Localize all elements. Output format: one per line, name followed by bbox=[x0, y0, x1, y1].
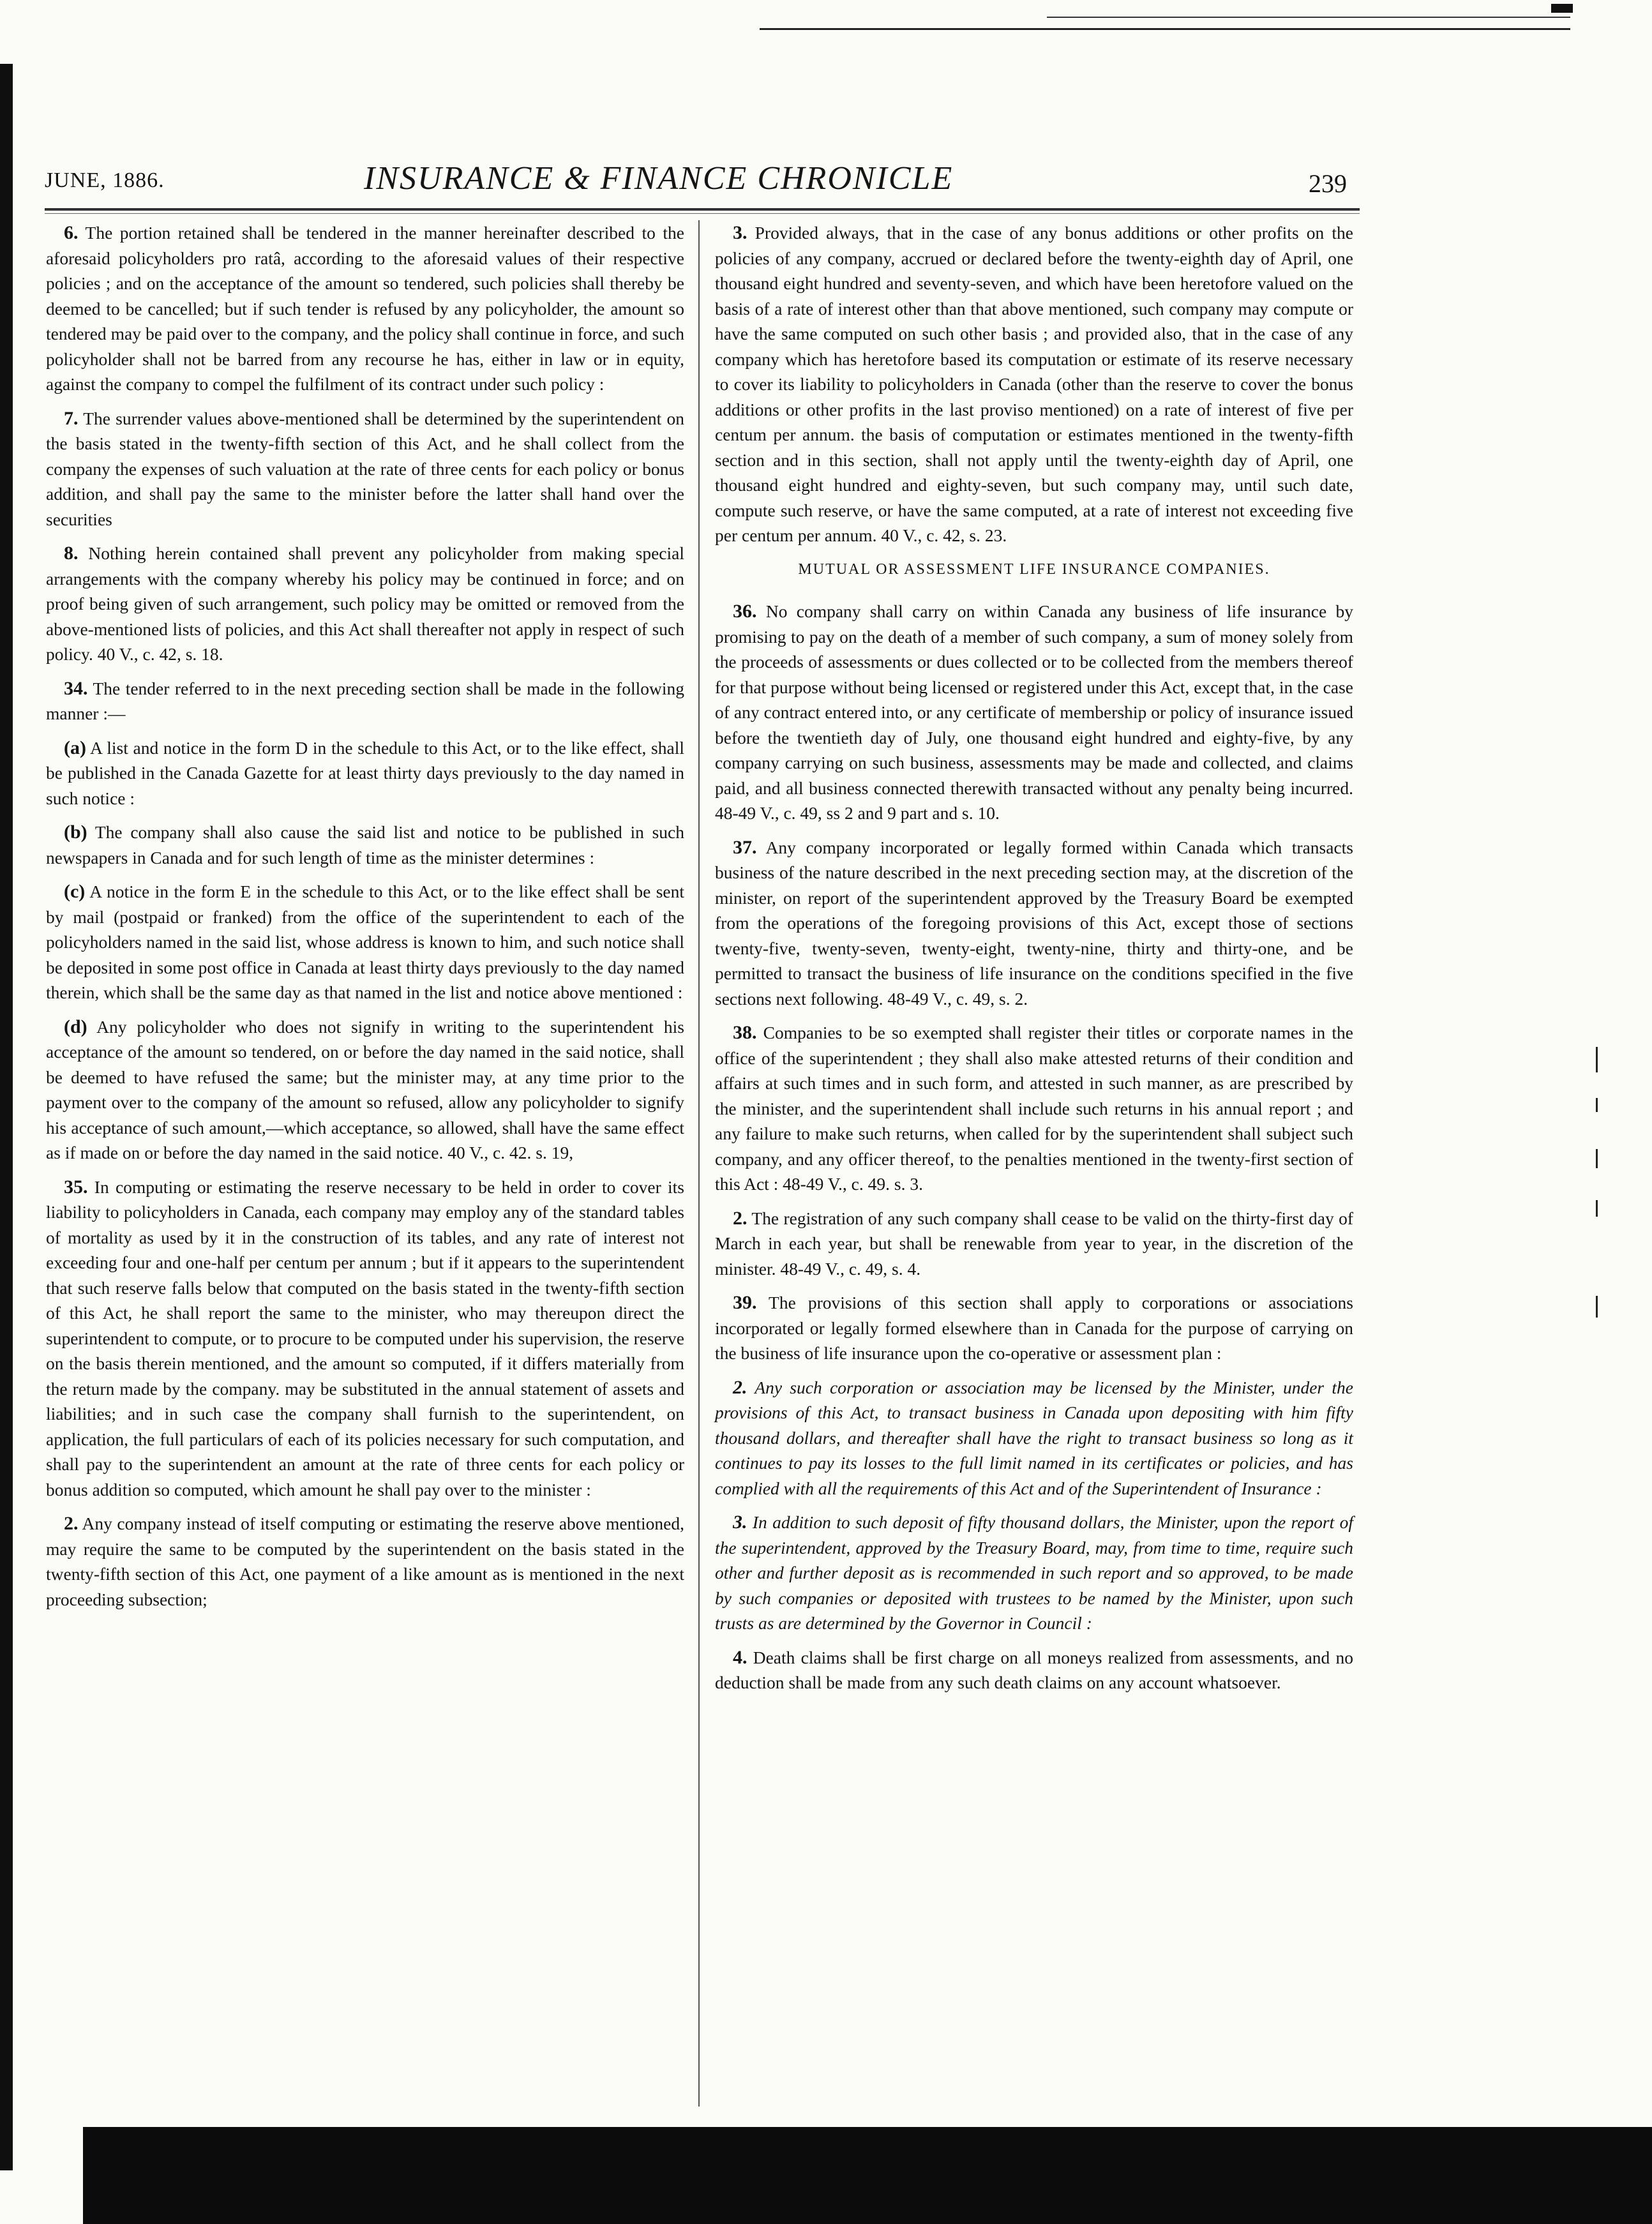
right-column bbox=[715, 220, 1353, 1704]
section-number: (c) bbox=[64, 881, 86, 902]
column-divider bbox=[698, 220, 700, 2107]
section-text: Nothing herein contained shall prevent any policyholder from making special arrangements with the company whereby his policy may be continued in force; and on proof being given of such arrangement, such policy may be omitted or removed from the above-mentioned lists of policies, and this Act shall thereafter not apply in respect of such policy. 40 V., c. 42, s. 18. bbox=[46, 543, 685, 664]
section-paragraph bbox=[715, 599, 1353, 826]
scan-left-edge bbox=[0, 64, 13, 2170]
section-text: Death claims shall be first charge on all moneys realized from assessments, and no deduction shall be made from any such death claims on any account whatsoever. bbox=[715, 1647, 1354, 1692]
publication-title: INSURANCE & FINANCE CHRONICLE bbox=[364, 160, 954, 197]
page-number: 239 bbox=[1309, 169, 1347, 198]
section-paragraph bbox=[715, 1375, 1353, 1501]
section-paragraph bbox=[46, 406, 684, 532]
section-text: Provided always, that in the case of any bonus additions or other profits on the policies of any company, accrued or declared before the twenty-eighth day of April, one thousand eight hundred and seventy-seven, and which have been heretofore valued on the basis of a rate of interest other than that above mentioned, such company may compute or have the same computed on such other basis ; and provided also, that in the case of any company which has heretofore based its computation or estimate of its reserve necessary to cover its liability to policyholders in Canada (other than the reserve to cover the bonus additions or other profits in the last proviso mentioned) on a rate of interest of five per centum per annum. the basis of computation or estimates mentioned in the twenty-fifth section and in this section, shall not apply until the twenty-eighth day of April, one thousand eight hundred and eighty-seven, but such company may, until such date, compute such reserve, or have the same computed, at a rate of interest not exceeding five per centum per annum. 40 V., c. 42, s. 23. bbox=[715, 223, 1354, 545]
section-text: Any company incorporated or legally formed within Canada which transacts business of the nature described in the next preceding section may, at the discretion of the minister, on report of the superintendent approved by the Treasury Board be exempted from the operations of the foregoing provisions of this Act, except those of sections twenty-five, twenty-seven, twenty-eight, twenty-nine, thirty and thirty-one, and be permitted to transact the business of life insurance on the conditions specified in the five sections next following. 48-49 V., c. 49, s. 2. bbox=[715, 837, 1354, 1009]
issue-date: JUNE, 1886. bbox=[45, 169, 165, 192]
section-text: The portion retained shall be tendered in the manner hereinafter described to the aforesaid policyholders pro ratâ, according to the aforesaid values of their respective policies ; and on the acceptance of the amount so tendered, such policies shall thereby be deemed to be cancelled; but if such tender is refused by any policyholder, the amount so tendered may be paid over to the company, and the policy shall continue in force, and such policyholder shall not be barred from any recourse he has, either in law or in equity, against the company to compel the fulfilment of its contract under such policy : bbox=[46, 223, 684, 394]
section-paragraph bbox=[715, 220, 1353, 548]
section-text: Any such corporation or association may be licensed by the Minister, under the provisions of this Act, to transact business in Canada upon depositing with him fifty thousand dollars, and thereafter shall have the right to transact business so long as it continues to pay its losses to the full limit named in its certificates or policies, and has complied with all the requirements of this Act and of the Superintendent of Insurance : bbox=[715, 1377, 1353, 1498]
section-text: The surrender values above-mentioned shall be determined by the superintendent on the basis stated in the twenty-fifth section of this Act, and he shall collect from the company the expenses of such valuation at the rate of three cents for each policy or bonus addition, and shall pay the same to the minister before the latter shall hand over the securities bbox=[46, 408, 684, 529]
margin-mark bbox=[1596, 1296, 1598, 1318]
section-text: The registration of any such company shall cease to be valid on the thirty-first day of March in each year, but shall be renewable from year to year, in the discretion of the minister. 48-49 V., c. 49, s. 4. bbox=[715, 1208, 1353, 1279]
scan-bottom-edge bbox=[83, 2127, 1652, 2224]
section-number: 37. bbox=[733, 836, 757, 858]
section-paragraph bbox=[46, 676, 684, 726]
section-text: A notice in the form E in the schedule to this Act, or to the like effect shall be sent by mail (postpaid or franked) from the office of the superintendent to each of the policyholders named in the said list, whose address is known to him, and such notice shall be deposited in some post office in Canada at least thirty days previously to the day named therein, which shall be the same day as that named in the list and notice above mentioned : bbox=[46, 882, 684, 1002]
section-number: 4. bbox=[733, 1646, 747, 1668]
section-text: Companies to be so exempted shall register their titles or corporate names in the office of the superintendent ; they shall also make attested returns of their condition and affairs at such times and in such form, and attested in such manner, as are prescribed by the minister, and the superintendent shall include such returns in his annual report ; and any failure to make such returns, when called for by the superintendent shall subject such company, and any officer thereof, to the penalties mentioned in the twenty-first section of this Act : 48-49 V., c. 49. s. 3. bbox=[715, 1023, 1354, 1194]
section-heading: MUTUAL OR ASSESSMENT LIFE INSURANCE COMPANIES. bbox=[798, 560, 1270, 578]
section-text: Any policyholder who does not signify in writing to the superintendent his acceptance of the amount so tendered, on or before the day named in the said notice, shall be deemed to have refused the same; but the minister may, at any time prior to the payment over to the company of the amount so refused, allow any policyholder to signify his acceptance of such amount,—which acceptance, so allowed, shall have the same effect as if made on or before the day named in the said notice. 40 V., c. 42. s. 19, bbox=[46, 1016, 684, 1162]
section-number: 36. bbox=[733, 601, 757, 622]
section-number: 6. bbox=[64, 222, 79, 243]
header-rule bbox=[45, 208, 1360, 211]
section-number: (a) bbox=[64, 737, 86, 758]
section-text: The provisions of this section shall apply to corporations or associations incorporated or legally formed elsewhere than in Canada for the purpose of carrying on the business of life insurance upon the co-operative or assessment plan : bbox=[715, 1293, 1353, 1363]
section-paragraph bbox=[46, 879, 684, 1005]
margin-mark bbox=[1596, 1149, 1598, 1168]
section-text: The company shall also cause the said list and notice to be published in such newspapers in Canada and for such length of time as the minister determines : bbox=[46, 822, 684, 868]
section-text: In computing or estimating the reserve necessary to be held in order to cover its liability to policyholders in Canada, each company may employ any of the standard tables of mortality as used by it in the construction of its tables, and any rate of interest not exceeding four and one-half per centum per annum ; but if it appears to the superintendent that such reserve falls below that computed on the basis stated in the twenty-fifth section of this Act, he shall report the same to the minister, who may thereupon direct the superintendent to compute, or to procure to be computed under his supervision, the reserve on the basis therein mentioned, and the amount so computed, if it differs materially from the return made by the company. may be substituted in the annual statement of assets and liabilities; and in such case the company shall furnish to the superintendent, on application, the full particulars of each of its policies necessary for such computation, and shall pay to the superintendent an amount at the rate of three cents for each policy or bonus addition so computed, which amount he shall pay over to the minister : bbox=[46, 1176, 685, 1499]
section-number: 35. bbox=[64, 1176, 88, 1198]
margin-mark bbox=[1596, 1200, 1598, 1217]
section-text: The tender referred to in the next preceding section shall be made in the following manner :— bbox=[46, 678, 684, 723]
section-paragraph bbox=[46, 735, 684, 811]
left-column bbox=[46, 220, 684, 1621]
section-paragraph bbox=[46, 1014, 684, 1166]
section-number: 3. bbox=[733, 1512, 747, 1533]
top-edge-rule bbox=[760, 28, 1570, 30]
margin-mark bbox=[1596, 1047, 1598, 1072]
section-number: 38. bbox=[733, 1022, 757, 1043]
section-paragraph bbox=[46, 1175, 684, 1503]
page-header bbox=[45, 160, 1360, 204]
top-edge-rule bbox=[1047, 17, 1570, 18]
top-edge-mark bbox=[1551, 4, 1573, 13]
section-paragraph bbox=[715, 1206, 1353, 1282]
section-paragraph bbox=[715, 1020, 1353, 1197]
section-paragraph bbox=[715, 1510, 1353, 1636]
section-text: In addition to such deposit of fifty thousand dollars, the Minister, upon the report of the superintendent, approved by the Treasury Board, may, from time to time, require such other and further deposit as is recommended in such report and so approved, to be made by such companies or deposited with trustees to be named by the Minister, upon such trusts as are determined by the Governor in Council : bbox=[715, 1512, 1354, 1633]
section-number: 2. bbox=[733, 1207, 747, 1229]
margin-mark bbox=[1596, 1098, 1598, 1112]
section-number: 7. bbox=[64, 407, 79, 429]
section-number: (b) bbox=[64, 822, 87, 843]
section-paragraph bbox=[46, 541, 684, 667]
section-number: 39. bbox=[733, 1292, 757, 1313]
section-paragraph bbox=[715, 835, 1353, 1012]
section-text: Any company instead of itself computing or estimating the reserve above mentioned, may require the same to be computed by the superintendent on the basis stated in the twenty-fifth section of this Act, one payment of a like amount as is mentioned in the next proceeding subsection; bbox=[46, 1514, 684, 1609]
section-number: 2. bbox=[733, 1376, 747, 1398]
section-number: 3. bbox=[733, 222, 747, 243]
section-paragraph bbox=[46, 220, 684, 397]
section-paragraph bbox=[715, 1290, 1353, 1366]
header-rule-thin bbox=[45, 213, 1360, 214]
section-number: 2. bbox=[64, 1513, 79, 1534]
section-paragraph bbox=[46, 1511, 684, 1612]
section-paragraph bbox=[715, 1645, 1353, 1695]
section-text: A list and notice in the form D in the schedule to this Act, or to the like effect, shall be published in the Canada Gazette for at least thirty days previously to the day named in such notice : bbox=[46, 737, 684, 808]
section-paragraph bbox=[46, 820, 684, 870]
section-number: 34. bbox=[64, 677, 88, 699]
section-text: No company shall carry on within Canada any business of life insurance by promising to pay on the death of a member of such company, a sum of money solely from the proceeds of assessments or dues collected or to be collected from the members thereof for that purpose without being licensed or registered under this Act, except that, in the case of any contract entered into, or any certificate of membership or policy of insurance issued before the twentieth day of July, one thousand eight hundred and eighty-five, by any company carrying on such business, assessments may be made and collected, and claims paid, and all business connected therewith transacted without any penalty being incurred. 48-49 V., c. 49, ss 2 and 9 part and s. 10. bbox=[715, 601, 1354, 823]
section-number: (d) bbox=[64, 1016, 87, 1037]
section-number: 8. bbox=[64, 543, 79, 564]
